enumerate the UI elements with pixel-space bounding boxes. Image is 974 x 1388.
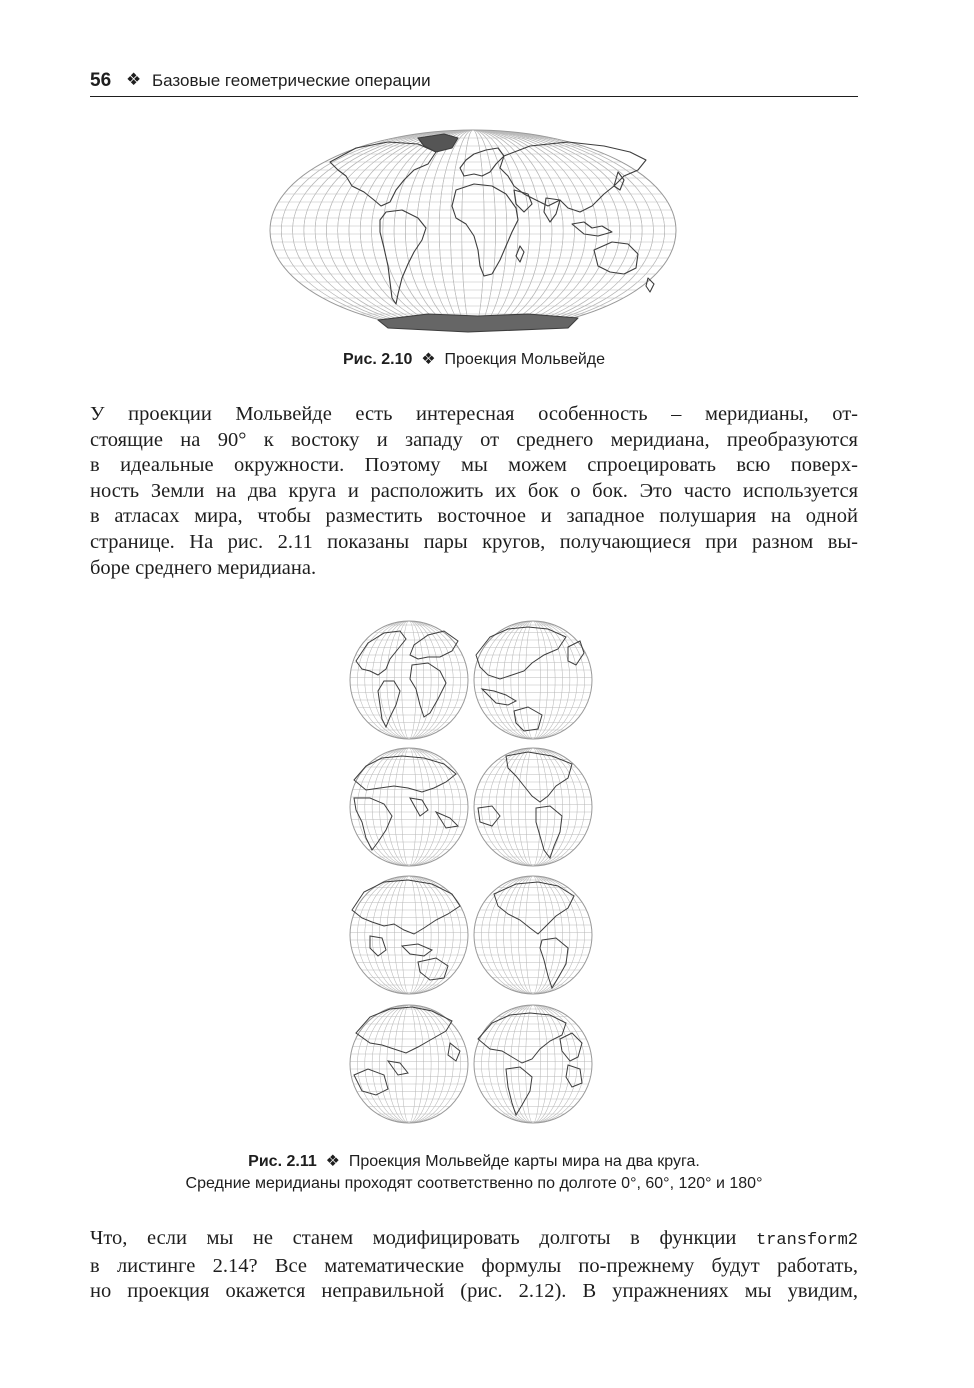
text-line: но проекция окажется неправильной (рис. 2.12). В упражнениях мы увидим, <box>90 1280 858 1303</box>
text-line: стоящие на 90° к востоку и западу от среднего меридиана, преобразуются <box>90 428 858 451</box>
meridian-line <box>338 130 609 331</box>
row-central-meridian-180 <box>348 1005 594 1123</box>
new-zealand-outline <box>646 278 654 292</box>
meridian-line <box>315 130 631 331</box>
hemisphere-disc <box>472 621 594 739</box>
meridian-line <box>304 130 642 331</box>
running-title: Базовые геометрические операции <box>152 71 431 90</box>
meridian-line <box>439 130 507 331</box>
figure-caption-line-2: Средние меридианы проходят соответственно по долготе 0°, 60°, 120° и 180° <box>185 1175 763 1192</box>
greenland-outline <box>418 134 458 152</box>
running-header <box>90 66 858 97</box>
meridian-line <box>293 130 654 331</box>
figure-caption-line-1: Проекция Мольвейде карты мира на два круга. <box>348 1153 700 1170</box>
text-line: в идеальные окружности. Поэтому мы можем спроецировать всю поверх- <box>90 454 858 477</box>
meridian-line <box>326 130 619 331</box>
hemisphere-disc <box>472 876 594 994</box>
antarctica-outline <box>378 314 578 332</box>
meridian-line <box>372 130 575 331</box>
meridian-line <box>270 130 676 331</box>
meridian-line <box>304 130 642 331</box>
caption-separator-icon: ❖ <box>325 1153 340 1170</box>
row-central-meridian-0 <box>348 621 594 739</box>
hemisphere-disc <box>348 621 470 739</box>
meridian-line <box>428 130 518 331</box>
caption-separator-icon: ❖ <box>421 351 436 368</box>
row-central-meridian-120 <box>348 876 594 994</box>
meridian-line <box>383 130 563 331</box>
meridian-line <box>394 130 552 331</box>
figure-label: Рис. 2.11 <box>248 1153 317 1170</box>
hemisphere-disc <box>472 1005 594 1123</box>
hemisphere-disc <box>348 748 470 866</box>
meridian-line <box>428 130 518 331</box>
figure-caption-text: Проекция Мольвейде <box>444 351 606 368</box>
figure-2-10-caption <box>90 349 858 371</box>
meridian-line <box>293 130 654 331</box>
meridian-line <box>349 130 597 331</box>
text-line: У проекции Мольвейде есть интересная особенность – меридианы, от- <box>90 403 858 425</box>
meridian-line <box>450 130 495 331</box>
meridian-line <box>439 130 507 331</box>
figure-two-circle-projection <box>344 615 600 1130</box>
meridian-line <box>270 130 676 331</box>
hemisphere-disc <box>472 748 594 866</box>
meridian-line <box>349 130 597 331</box>
text-span: Что, если мы не станем модифицировать долготы в функции <box>90 1227 737 1249</box>
page-number: 56 <box>90 70 112 91</box>
hemisphere-disc <box>348 876 470 994</box>
meridian-line <box>372 130 575 331</box>
header-separator-icon: ❖ <box>126 70 142 89</box>
inline-code: transform2 <box>755 1231 858 1250</box>
figure-label: Рис. 2.10 <box>342 351 413 368</box>
text-line <box>90 1226 858 1254</box>
text-line: боре среднего меридиана. <box>90 556 317 579</box>
figure-mollweide-map <box>268 128 678 333</box>
meridian-line <box>450 130 495 331</box>
meridian-line <box>315 130 631 331</box>
meridian-line <box>281 130 664 331</box>
meridian-line <box>338 130 609 331</box>
paragraph-2 <box>90 1226 858 1305</box>
text-line: странице. На рис. 2.11 показаны пары кругов, получающиеся при разном вы- <box>90 530 858 553</box>
meridian-line <box>394 130 552 331</box>
text-line: в атласах мира, чтобы разместить восточное и западное полушария на одной <box>90 505 858 528</box>
figure-2-11-caption <box>90 1151 858 1195</box>
meridian-line <box>462 130 485 331</box>
text-line: в листинге 2.14? Все математические формулы по-прежнему будут работать, <box>90 1254 858 1277</box>
meridian-line <box>281 130 664 331</box>
text-line: ность Земли на два круга и расположить их бок о бок. Это часто используется <box>90 479 858 502</box>
row-central-meridian-60 <box>348 748 594 866</box>
paragraph-1 <box>90 402 858 581</box>
meridian-line <box>383 130 563 331</box>
meridian-line <box>326 130 619 331</box>
graticule <box>268 130 678 331</box>
hemisphere-disc <box>348 1005 470 1123</box>
